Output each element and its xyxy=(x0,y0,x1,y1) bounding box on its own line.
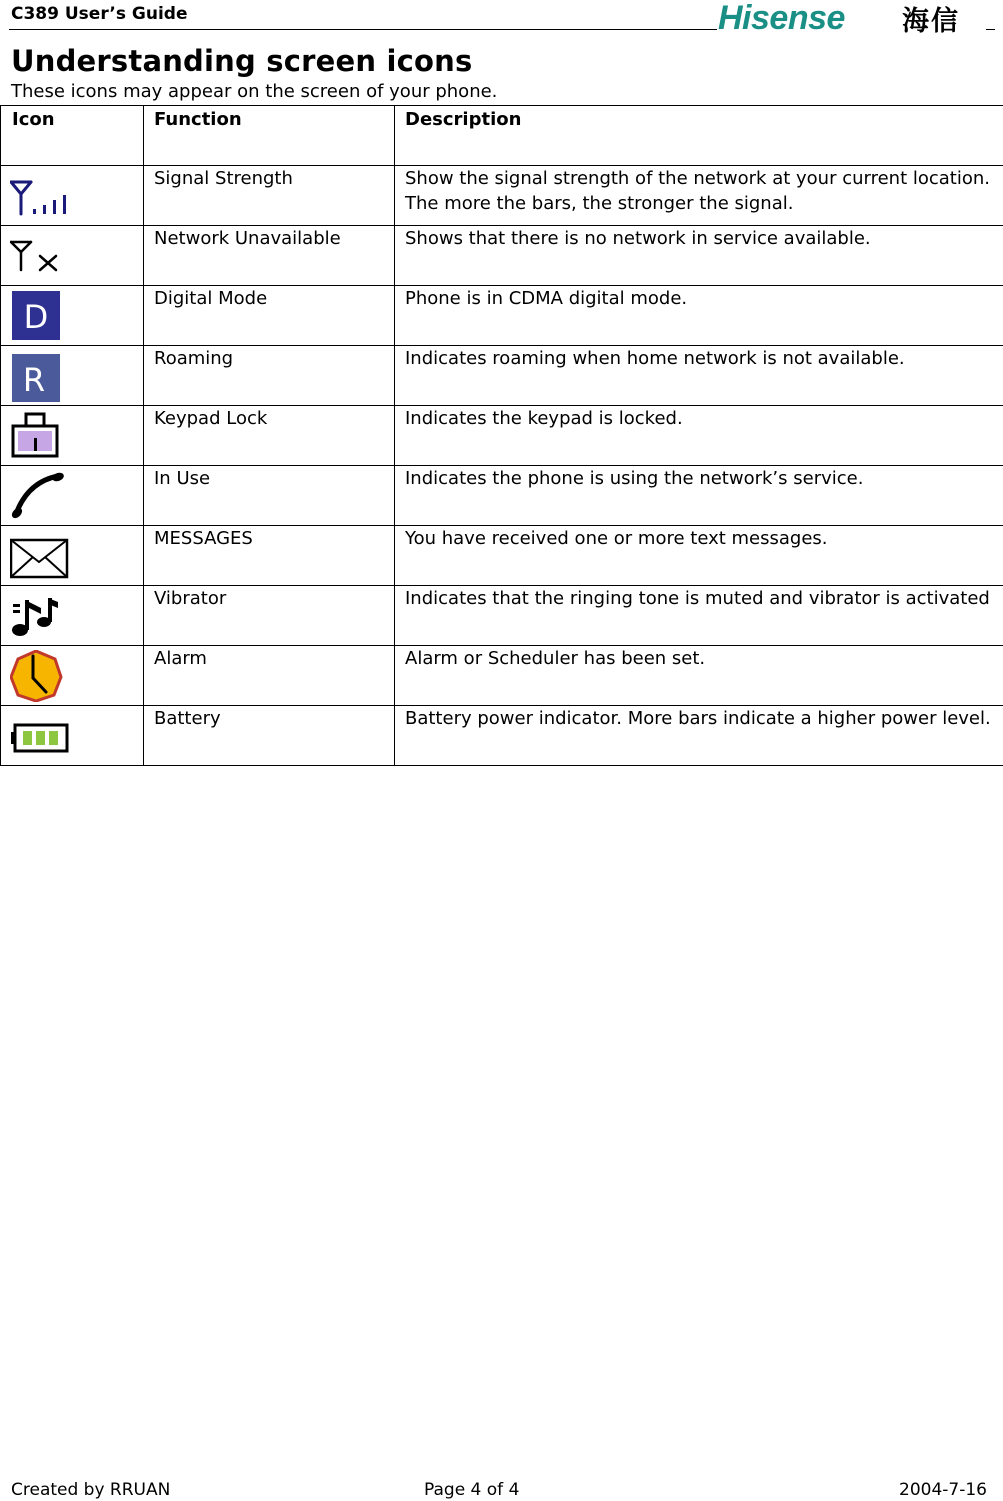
function-label: Network Unavailable xyxy=(154,228,341,249)
function-label: Vibrator xyxy=(154,588,227,609)
document-title: C389 User’s Guide xyxy=(11,4,188,24)
alarm-icon xyxy=(10,650,72,702)
battery-icon xyxy=(10,710,72,760)
function-label: Keypad Lock xyxy=(154,408,268,429)
footer-page-number: Page 4 of 4 xyxy=(424,1480,520,1500)
hisense-logo xyxy=(716,0,986,38)
footer-date: 2004-7-16 xyxy=(899,1480,987,1500)
description-text: Alarm or Scheduler has been set. xyxy=(405,648,706,669)
table-row xyxy=(1,346,1003,406)
table-row xyxy=(1,466,1003,526)
header-rule xyxy=(9,29,717,30)
function-label: Digital Mode xyxy=(154,288,268,309)
messages-icon xyxy=(10,530,72,580)
table-row xyxy=(1,706,1003,766)
header-rule-tail xyxy=(986,29,995,30)
table-header-row xyxy=(1,106,1003,166)
description-text: Battery power indicator. More bars indicate a higher power level. xyxy=(405,708,991,729)
table-row xyxy=(1,286,1003,346)
network-unavailable-icon xyxy=(10,230,72,280)
function-label: Alarm xyxy=(154,648,207,669)
intro-text: These icons may appear on the screen of your phone. xyxy=(11,81,498,102)
signal-strength-icon xyxy=(10,170,72,220)
description-text: Indicates that the ringing tone is muted and vibrator is activated xyxy=(405,588,990,609)
svg-text:Hisense: Hisense xyxy=(718,0,845,37)
description-text: Shows that there is no network in service available. xyxy=(405,228,871,249)
svg-text:海信: 海信 xyxy=(902,6,960,37)
svg-text:D: D xyxy=(23,298,49,336)
roaming-icon xyxy=(10,350,72,402)
in-use-icon xyxy=(10,470,72,520)
column-header-icon: Icon xyxy=(1,106,144,166)
function-label: Roaming xyxy=(154,348,234,369)
description-text: Show the signal strength of the network at your current location. The more the bars, the stronger the signal. xyxy=(405,168,991,214)
table-row xyxy=(1,646,1003,706)
table-row xyxy=(1,586,1003,646)
digital-mode-icon xyxy=(10,290,72,342)
function-label: In Use xyxy=(154,468,211,489)
description-text: Indicates the phone is using the network’s service. xyxy=(405,468,864,489)
function-label: MESSAGES xyxy=(154,528,253,549)
column-header-function: Function xyxy=(144,106,395,166)
icons-table xyxy=(0,105,1003,766)
description-text: Indicates the keypad is locked. xyxy=(405,408,683,429)
description-text: Phone is in CDMA digital mode. xyxy=(405,288,688,309)
table-row xyxy=(1,406,1003,466)
vibrator-icon xyxy=(10,590,72,640)
function-label: Battery xyxy=(154,708,221,729)
keypad-lock-icon xyxy=(10,410,72,462)
description-text: You have received one or more text messages. xyxy=(405,528,828,549)
table-row xyxy=(1,526,1003,586)
table-row xyxy=(1,226,1003,286)
table-row xyxy=(1,166,1003,226)
function-label: Signal Strength xyxy=(154,168,293,189)
column-header-description: Description xyxy=(395,106,1003,166)
page-title: Understanding screen icons xyxy=(11,44,473,78)
description-text: Indicates roaming when home network is not available. xyxy=(405,348,905,369)
footer-created-by: Created by RRUAN xyxy=(11,1480,171,1500)
svg-text:R: R xyxy=(22,361,46,399)
